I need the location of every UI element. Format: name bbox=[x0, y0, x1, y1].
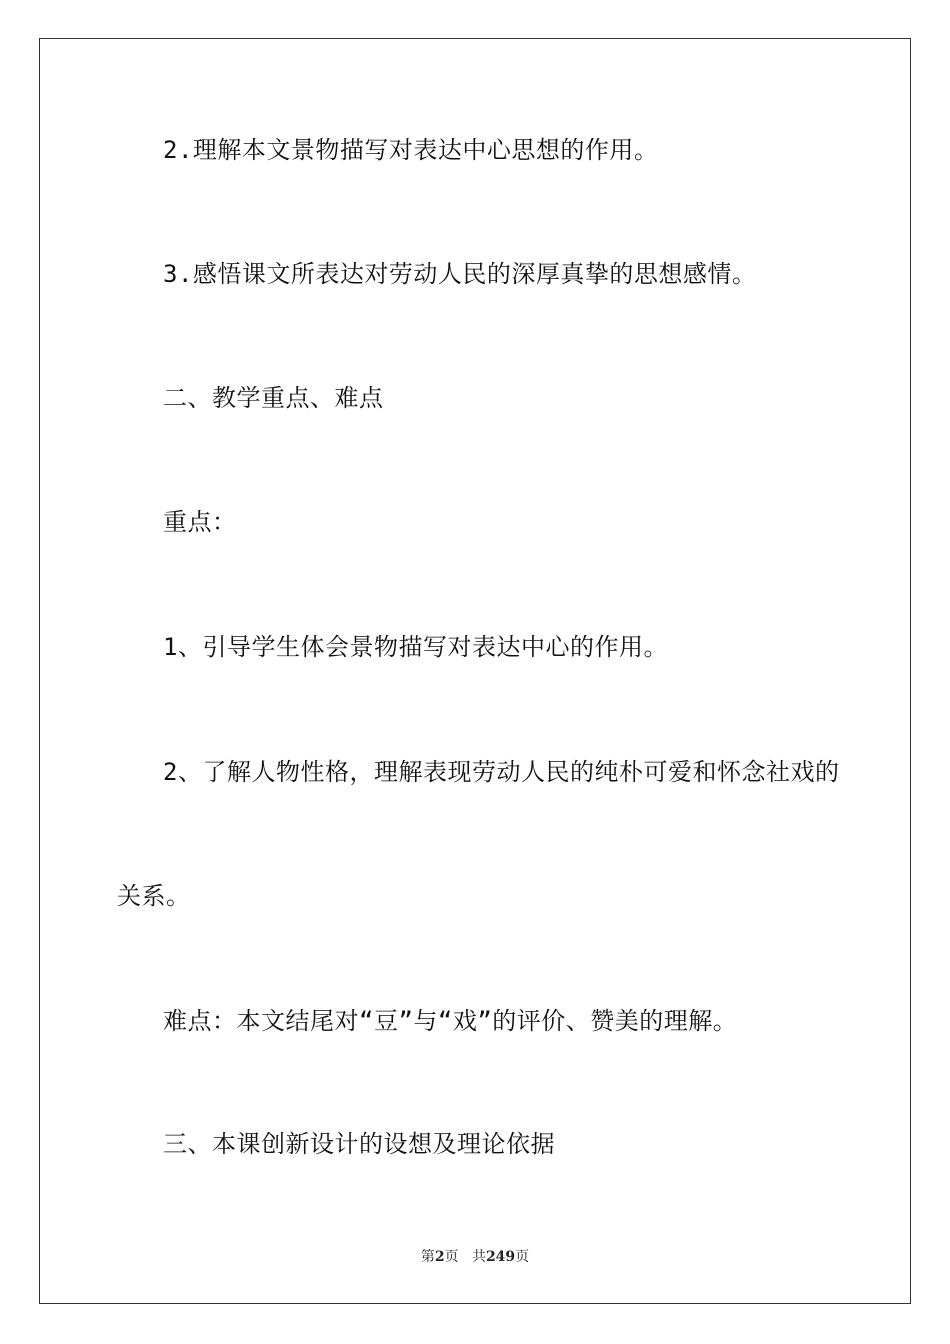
key-points-label: 重点： bbox=[163, 508, 237, 536]
page-prefix: 第 bbox=[420, 1249, 435, 1265]
total-prefix: 共 bbox=[471, 1249, 486, 1265]
page-number: 2 bbox=[434, 1249, 445, 1265]
page-frame bbox=[39, 38, 911, 1304]
total-pages: 249 bbox=[485, 1249, 516, 1265]
key-point-1: 1、引导学生体会景物描写对表达中心的作用。 bbox=[163, 633, 668, 661]
key-point-2: 2、了解人物性格，理解表现劳动人民的纯朴可爱和怀念社戏的 bbox=[163, 758, 840, 786]
page-suffix: 页 bbox=[444, 1249, 459, 1265]
difficult-points: 难点：本文结尾对“豆”与“戏”的评价、赞美的理解。 bbox=[163, 1007, 738, 1035]
key-point-2-continued: 关系。 bbox=[117, 882, 191, 910]
section-heading-3: 三、本课创新设计的设想及理论依据 bbox=[163, 1130, 555, 1158]
objective-line-2: 2.理解本文景物描写对表达中心思想的作用。 bbox=[163, 136, 659, 164]
section-heading-2: 二、教学重点、难点 bbox=[163, 384, 384, 412]
total-suffix: 页 bbox=[515, 1249, 530, 1265]
objective-line-3: 3.感悟课文所表达对劳动人民的深厚真挚的思想感情。 bbox=[163, 260, 757, 288]
page-footer bbox=[0, 1248, 950, 1266]
